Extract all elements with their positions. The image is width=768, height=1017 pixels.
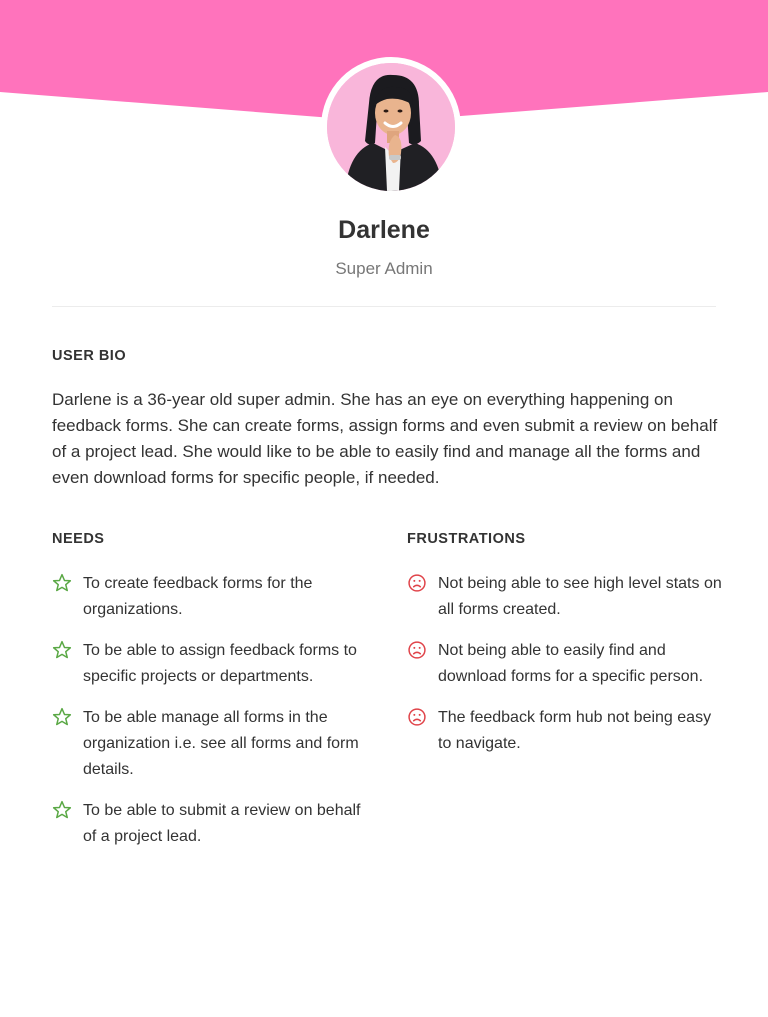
user-bio-heading: USER BIO — [52, 348, 127, 364]
need-item — [52, 638, 372, 690]
star-icon — [52, 800, 72, 820]
frustration-item — [407, 638, 727, 690]
avatar-photo — [327, 63, 455, 191]
profile-name: Darlene — [338, 216, 430, 244]
frustration-item — [407, 705, 727, 757]
star-icon — [52, 640, 72, 660]
star-icon — [52, 707, 72, 727]
person-photo-illustration — [327, 63, 455, 191]
user-bio-text: Darlene is a 36-year old super admin. She has an eye on everything happening on feedback forms. She can create forms, assign forms and even submit a review on behalf of a project lead. She would like to be able to easily find and manage all the forms and even download forms for specific people, if needed. — [52, 390, 718, 487]
need-item — [52, 705, 372, 783]
frustrations-heading: FRUSTRATIONS — [407, 531, 526, 547]
frustration-item — [407, 571, 727, 623]
frustrations-list — [407, 571, 727, 772]
need-text: To create feedback forms for the organizations. — [83, 575, 313, 618]
needs-heading: NEEDS — [52, 531, 105, 547]
sad-face-icon — [407, 573, 427, 593]
need-text: To be able manage all forms in the organization i.e. see all forms and form details. — [83, 709, 359, 778]
need-text: To be able to assign feedback forms to specific projects or departments. — [83, 642, 357, 685]
sad-face-icon — [407, 640, 427, 660]
sad-face-icon — [407, 707, 427, 727]
need-text: To be able to submit a review on behalf of a project lead. — [83, 802, 361, 845]
profile-role: Super Admin — [335, 259, 433, 278]
frustration-text: The feedback form hub not being easy to navigate. — [438, 709, 712, 752]
star-icon — [52, 573, 72, 593]
avatar — [321, 57, 461, 197]
need-item — [52, 798, 372, 850]
frustration-text: Not being able to see high level stats on all forms created. — [438, 575, 722, 618]
need-item — [52, 571, 372, 623]
section-divider — [52, 306, 716, 307]
frustration-text: Not being able to easily find and download forms for a specific person. — [438, 642, 704, 685]
needs-list — [52, 571, 372, 865]
